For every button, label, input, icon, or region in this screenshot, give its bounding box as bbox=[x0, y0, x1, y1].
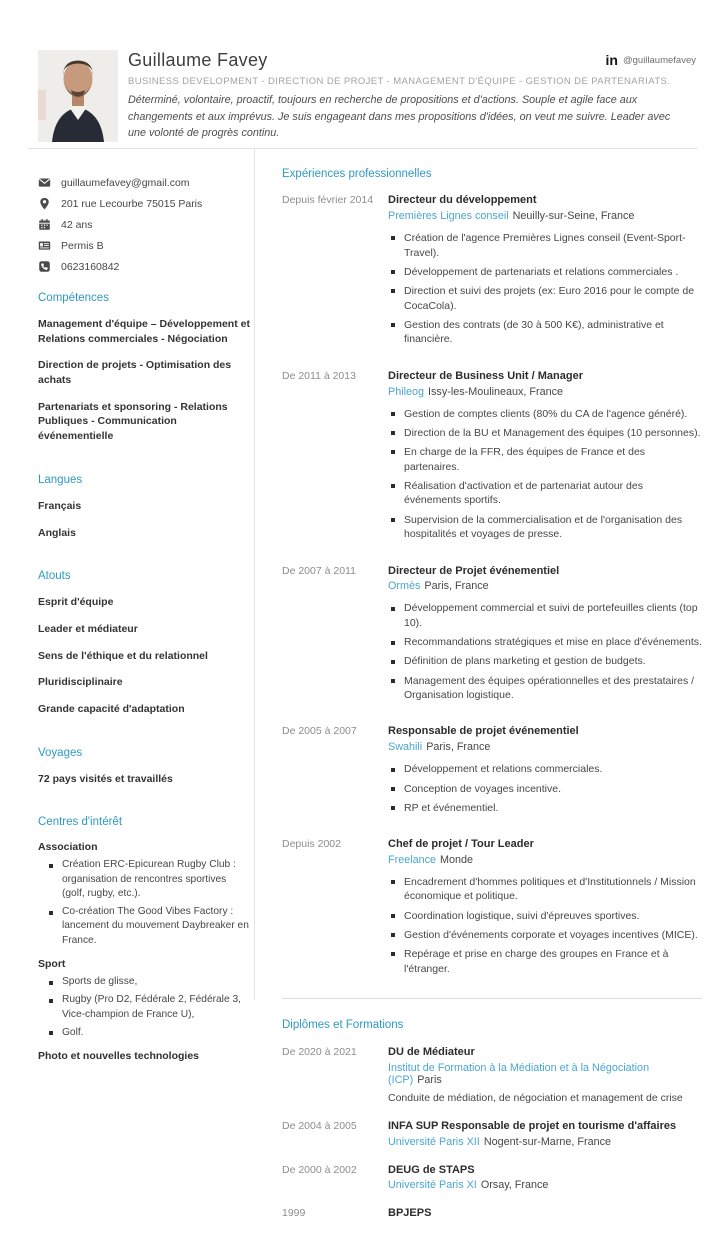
experience-bullet: Développement de partenariats et relations commerciales . bbox=[388, 265, 702, 280]
education-entry bbox=[282, 1163, 702, 1192]
entry-role: Directeur du développement bbox=[388, 194, 537, 206]
phone-value: 0623160842 bbox=[61, 260, 120, 273]
entry-period: De 2005 à 2007 bbox=[282, 725, 357, 738]
section-langues bbox=[38, 474, 250, 540]
phone-icon bbox=[38, 260, 51, 273]
interest-bullet: Co-création The Good Vibes Factory : lancement du mouvement Daybreaker en France. bbox=[46, 905, 250, 948]
atout-item: Sens de l'éthique et du relationnel bbox=[38, 649, 208, 662]
experience-entry bbox=[282, 564, 702, 708]
contact-age bbox=[38, 218, 250, 231]
atout-item: Leader et médiateur bbox=[38, 622, 138, 635]
email-value: guillaumefavey@gmail.com bbox=[61, 176, 190, 189]
calendar-icon bbox=[38, 218, 51, 231]
experience-entry bbox=[282, 193, 702, 352]
column-divider bbox=[254, 148, 255, 1000]
atout-item: Grande capacité d'adaptation bbox=[38, 702, 185, 715]
entry-location: Monde bbox=[440, 853, 474, 866]
profile-photo-illustration bbox=[38, 50, 118, 142]
experience-bullet: Réalisation d'activation et de partenariat autour des événements sportifs. bbox=[388, 479, 702, 508]
interest-bullet: Rugby (Pro D2, Fédérale 2, Fédérale 3, Vice-champion de France U), bbox=[46, 993, 250, 1022]
voyage-item: 72 pays visités et travaillés bbox=[38, 772, 173, 785]
experience-entry bbox=[282, 369, 702, 547]
entry-period: De 2004 à 2005 bbox=[282, 1119, 357, 1132]
experience-bullet: Coordination logistique, suivi d'épreuves sportives. bbox=[388, 909, 702, 924]
company-link[interactable]: Ormès bbox=[388, 580, 421, 593]
interest-bullet: Golf. bbox=[46, 1026, 250, 1040]
linkedin-handle[interactable]: @guillaumefavey bbox=[622, 54, 696, 66]
entry-period: De 2000 à 2002 bbox=[282, 1163, 357, 1176]
entry-period: De 2020 à 2021 bbox=[282, 1045, 357, 1058]
education-entry bbox=[282, 1119, 702, 1148]
section-atouts bbox=[38, 570, 250, 716]
company-link[interactable]: Phileog bbox=[388, 385, 425, 398]
company-link[interactable]: Swahili bbox=[388, 741, 423, 754]
experience-bullet: Création de l'agence Premières Lignes conseil (Event-Sport-Travel). bbox=[388, 231, 702, 260]
interest-group-name: Association bbox=[38, 841, 98, 854]
experience-title: Expériences professionnelles bbox=[282, 168, 432, 180]
interest-group-photo-tech bbox=[38, 1050, 250, 1062]
license-value: Permis B bbox=[61, 239, 104, 252]
interest-group-association bbox=[38, 841, 250, 948]
experience-bullet: RP et événementiel. bbox=[388, 801, 702, 816]
candidate-summary: Déterminé, volontaire, proactif, toujours en recherche de propositions et d'actions. Souple et agile face aux changements et aux imprévus. Je suis engageant dans mes propositions d'idées, on veut me suivre. Leader avec une volonté de progrès continu. bbox=[128, 94, 671, 140]
experience-bullet: Gestion de comptes clients (80% du CA de l'agence généré). bbox=[388, 407, 702, 422]
entry-role: Chef de projet / Tour Leader bbox=[388, 837, 534, 850]
langue-item: Français bbox=[38, 499, 82, 512]
address-value: 201 rue Lecourbe 75015 Paris bbox=[61, 197, 203, 210]
atouts-title: Atouts bbox=[38, 570, 71, 583]
section-voyages bbox=[38, 747, 250, 787]
entry-location: Nogent-sur-Marne, France bbox=[483, 1135, 612, 1148]
candidate-tagline: BUSINESS DEVELOPMENT - DIRECTION DE PROJET - MANAGEMENT D'ÉQUIPE - GESTION DE PARTENARIATS. bbox=[128, 76, 671, 87]
entry-period: De 2011 à 2013 bbox=[282, 369, 356, 382]
experience-bullet: Encadrement d'hommes politiques et d'Institutionnels / Mission économique et politique. bbox=[388, 875, 702, 904]
company-link[interactable]: Premières Lignes conseil bbox=[388, 209, 509, 222]
entry-role: Responsable de projet événementiel bbox=[388, 725, 579, 738]
profile-photo bbox=[38, 50, 118, 142]
linkedin-icon: in bbox=[605, 52, 618, 68]
education-divider bbox=[282, 998, 702, 999]
location-icon bbox=[38, 197, 51, 210]
education-entry bbox=[282, 1206, 702, 1221]
entry-location: Neuilly-sur-Seine, France bbox=[512, 209, 635, 222]
degree-name: DU de Médiateur bbox=[388, 1045, 475, 1058]
experience-bullet: Recommandations stratégiques et mise en place d'événements. bbox=[388, 635, 702, 650]
entry-location: Orsay, France bbox=[480, 1179, 549, 1192]
section-interets bbox=[38, 816, 250, 1062]
atout-item: Pluridisciplinaire bbox=[38, 676, 123, 689]
education-note: Conduite de médiation, de négociation et management de crise bbox=[388, 1091, 683, 1104]
entry-period: Depuis 2002 bbox=[282, 837, 341, 850]
contact-email bbox=[38, 176, 250, 189]
entry-location: Paris, France bbox=[426, 741, 491, 754]
competence-item: Management d'équipe – Développement et Relations commerciales - Négociation bbox=[38, 318, 250, 345]
education-title: Diplômes et Formations bbox=[282, 1018, 404, 1031]
contact-phone bbox=[38, 260, 250, 273]
interets-title: Centres d'intérêt bbox=[38, 816, 123, 829]
degree-name: INFA SUP Responsable de projet en tourisme d'affaires bbox=[388, 1119, 677, 1132]
voyages-title: Voyages bbox=[38, 746, 83, 759]
competence-item: Partenariats et sponsoring - Relations Publiques - Communication événementielle bbox=[38, 400, 228, 443]
contact-license bbox=[38, 239, 250, 252]
interest-bullet: Création ERC-Epicurean Rugby Club : organisation de rencontres sportives (golf, rugby, etc.). bbox=[46, 858, 250, 901]
experience-bullet: Direction et suivi des projets (ex: Euro 2016 pour le compte de CocaCola). bbox=[388, 284, 702, 313]
experience-entry bbox=[282, 837, 702, 981]
sidebar bbox=[38, 176, 250, 1072]
school-link[interactable]: Université Paris XI bbox=[388, 1179, 477, 1192]
experience-bullet: Développement commercial et suivi de portefeuilles clients (top 10). bbox=[388, 601, 702, 630]
school-link[interactable]: Institut de Formation à la Médiation et à la Négociation (ICP) bbox=[388, 1061, 650, 1086]
entry-period: Depuis février 2014 bbox=[282, 194, 374, 206]
school-link[interactable]: Université Paris XII bbox=[388, 1135, 480, 1148]
experience-entry bbox=[282, 724, 702, 819]
experience-bullet: Repérage et prise en charge des groupes en France et à l'étranger. bbox=[388, 947, 702, 976]
competence-item: Direction de projets - Optimisation des achats bbox=[38, 359, 232, 387]
degree-name: BPJEPS bbox=[388, 1207, 432, 1220]
entry-role: Directeur de Projet événementiel bbox=[388, 564, 560, 577]
experience-bullet: En charge de la FFR, des équipes de France et des partenaires. bbox=[388, 445, 702, 474]
experience-bullet: Développement et relations commerciales. bbox=[388, 762, 702, 777]
atout-item: Esprit d'équipe bbox=[38, 596, 114, 609]
experience-bullet: Gestion d'événements corporate et voyages incentives (MICE). bbox=[388, 928, 702, 943]
experience-bullet: Direction de la BU et Management des équipes (10 personnes). bbox=[388, 426, 702, 441]
section-competences bbox=[38, 292, 250, 444]
candidate-name: Guillaume Favey bbox=[128, 50, 268, 70]
entry-role: Directeur de Business Unit / Manager bbox=[388, 369, 583, 382]
age-value: 42 ans bbox=[61, 218, 93, 231]
entry-location: Paris bbox=[417, 1073, 442, 1086]
interest-group-sport bbox=[38, 958, 250, 1040]
entry-location: Issy-les-Moulineaux, France bbox=[428, 385, 564, 398]
email-icon bbox=[38, 176, 51, 189]
company-link[interactable]: Freelance bbox=[388, 853, 437, 866]
langues-title: Langues bbox=[38, 473, 83, 486]
header-divider bbox=[28, 148, 698, 149]
competences-title: Compétences bbox=[38, 292, 109, 304]
entry-period: De 2007 à 2011 bbox=[282, 564, 356, 577]
entry-period: 1999 bbox=[282, 1207, 306, 1220]
langue-item: Anglais bbox=[38, 526, 76, 539]
entry-location: Paris, France bbox=[424, 580, 489, 593]
id-card-icon bbox=[38, 239, 51, 252]
experience-bullet: Supervision de la commercialisation et de l'organisation des hospitalités et voyages de presse. bbox=[388, 513, 702, 542]
education-entry bbox=[282, 1045, 702, 1104]
interest-group-name: Sport bbox=[38, 958, 66, 970]
main-content bbox=[282, 168, 702, 1236]
experience-bullet: Définition de plans marketing et gestion de budgets. bbox=[388, 654, 702, 669]
experience-bullet: Gestion des contrats (de 30 à 500 K€), administrative et financière. bbox=[388, 318, 702, 347]
interest-group-name: Photo et nouvelles technologies bbox=[38, 1050, 200, 1063]
contact-address bbox=[38, 197, 250, 210]
experience-bullet: Management des équipes opérationnelles et des prestataires / Organisation logistique. bbox=[388, 674, 702, 703]
experience-bullet: Conception de voyages incentive. bbox=[388, 782, 702, 797]
interest-bullet: Sports de glisse, bbox=[46, 975, 250, 989]
linkedin-badge[interactable] bbox=[606, 52, 696, 68]
degree-name: DEUG de STAPS bbox=[388, 1163, 475, 1176]
